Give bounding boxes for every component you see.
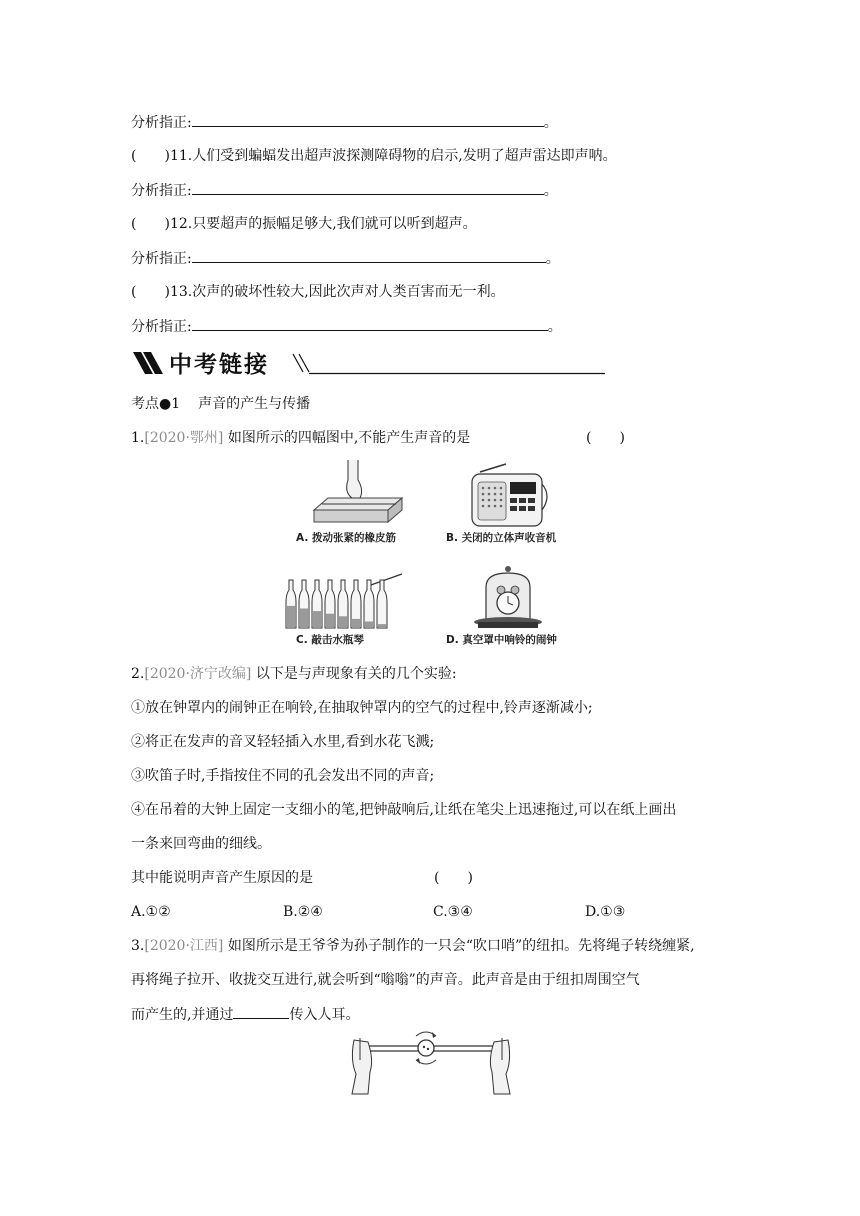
question-number: 2. <box>131 666 145 682</box>
question-3-text-b: 传入人耳。 <box>289 1007 360 1023</box>
item-text: 11.人们受到蝙蝠发出超声波探测障碍物的启示,发明了超声雷达即声呐。 <box>169 148 617 164</box>
judgement-item-11 <box>131 146 617 166</box>
water-bottle <box>338 580 348 628</box>
answer-blank[interactable] <box>192 112 544 127</box>
kaodian-topic: 声音的产生与传播 <box>198 396 311 412</box>
question-3 <box>131 936 695 956</box>
radio-figure <box>466 462 556 530</box>
period: 。 <box>545 251 560 267</box>
experiment-1: ①放在钟罩内的闹钟正在响铃,在抽取钟罩内的空气的过程中,铃声逐渐减小; <box>131 700 593 716</box>
option-d[interactable]: D.①③ <box>585 904 626 920</box>
section-header <box>131 344 611 378</box>
answer-parens[interactable]: ( ) <box>434 870 473 886</box>
analysis-label: 分析指正: <box>131 319 192 335</box>
answer-parens[interactable]: ( ) <box>586 430 625 446</box>
option-a[interactable]: A.①② <box>131 904 171 920</box>
judgement-item-13 <box>131 282 505 302</box>
item-text: 12.只要超声的振幅足够大,我们就可以听到超声。 <box>169 216 477 232</box>
answer-blank[interactable] <box>233 1004 289 1019</box>
question-number: 1. <box>131 430 145 446</box>
analysis-label: 分析指正: <box>131 251 192 267</box>
question-source: [2020·江西] <box>144 938 224 954</box>
button-whistle-figure <box>346 1030 516 1096</box>
section-title: 中考链接 <box>169 352 269 378</box>
question-3-line-3 <box>131 1004 359 1025</box>
question-source: [2020·济宁改编] <box>144 666 252 682</box>
answer-blank[interactable] <box>192 316 548 331</box>
kaodian-label: 考点●1 <box>131 396 181 412</box>
water-bottle <box>299 580 309 628</box>
question-source: [2020·鄂州] <box>144 430 224 446</box>
bell-jar-figure <box>468 565 548 631</box>
item-text: 13.次声的破坏性较大,因此次声对人类百害而无一利。 <box>169 284 505 300</box>
option-c[interactable]: C.③④ <box>433 904 473 920</box>
figure-caption-a: A. 拨动张紧的橡皮筋 <box>296 532 396 544</box>
kaodian-heading <box>131 394 310 414</box>
figure-caption-b: B. 关闭的立体声收音机 <box>446 532 557 544</box>
question-text: 以下是与声现象有关的几个实验: <box>255 666 457 682</box>
water-bottles-figure <box>280 572 410 632</box>
analysis-line-12 <box>131 248 560 269</box>
question-text: 如图所示是王爷爷为孙子制作的一只会“吹口哨”的纽扣。先将绳子转绕缠紧, <box>227 938 695 954</box>
answer-parens[interactable]: ( ) <box>131 216 170 232</box>
period: 。 <box>543 115 558 131</box>
water-bottle <box>377 580 387 628</box>
water-bottle <box>325 580 335 628</box>
period: 。 <box>547 319 562 335</box>
question-3-line-2: 再将绳子拉开、收拢交互进行,就会听到“嗡嗡”的声音。此声音是由于纽扣周围空气 <box>131 972 640 988</box>
experiment-3: ③吹笛子时,手指按住不同的孔会发出不同的声音; <box>131 768 435 784</box>
judgement-item-12 <box>131 214 477 234</box>
analysis-line-11 <box>131 180 558 201</box>
analysis-line-13 <box>131 316 562 337</box>
experiment-2: ②将正在发声的音叉轻轻插入水里,看到水花飞溅; <box>131 734 435 750</box>
water-bottle <box>312 580 322 628</box>
question-text: 如图所示的四幅图中,不能产生声音的是 <box>227 430 471 446</box>
water-bottle <box>286 580 296 628</box>
question-3-text-a: 而产生的,并通过 <box>131 1007 234 1023</box>
question-2-stem: 其中能说明声音产生原因的是 <box>131 870 313 886</box>
water-bottle <box>364 580 374 628</box>
question-2-options <box>131 902 731 922</box>
answer-parens[interactable]: ( ) <box>131 148 170 164</box>
period: 。 <box>543 183 558 199</box>
experiment-4: ④在吊着的大钟上固定一支细小的笔,把钟敲响后,让纸在笔尖上迅速拖过,可以在纸上画出 <box>131 802 677 818</box>
question-1 <box>131 428 470 448</box>
experiment-4-continued: 一条来回弯曲的细线。 <box>131 836 271 852</box>
answer-blank[interactable] <box>192 248 546 263</box>
rubber-band-box-figure <box>308 460 408 530</box>
figure-caption-d: D. 真空罩中响铃的闹钟 <box>446 634 557 646</box>
question-2 <box>131 664 457 684</box>
option-b[interactable]: B.②④ <box>283 904 323 920</box>
analysis-label: 分析指正: <box>131 115 192 131</box>
analysis-label: 分析指正: <box>131 183 192 199</box>
water-bottle <box>351 580 361 628</box>
analysis-line-10 <box>131 112 558 133</box>
answer-blank[interactable] <box>192 180 544 195</box>
question-number: 3. <box>131 938 145 954</box>
answer-parens[interactable]: ( ) <box>131 284 170 300</box>
figure-caption-c: C. 敲击水瓶琴 <box>296 634 364 646</box>
